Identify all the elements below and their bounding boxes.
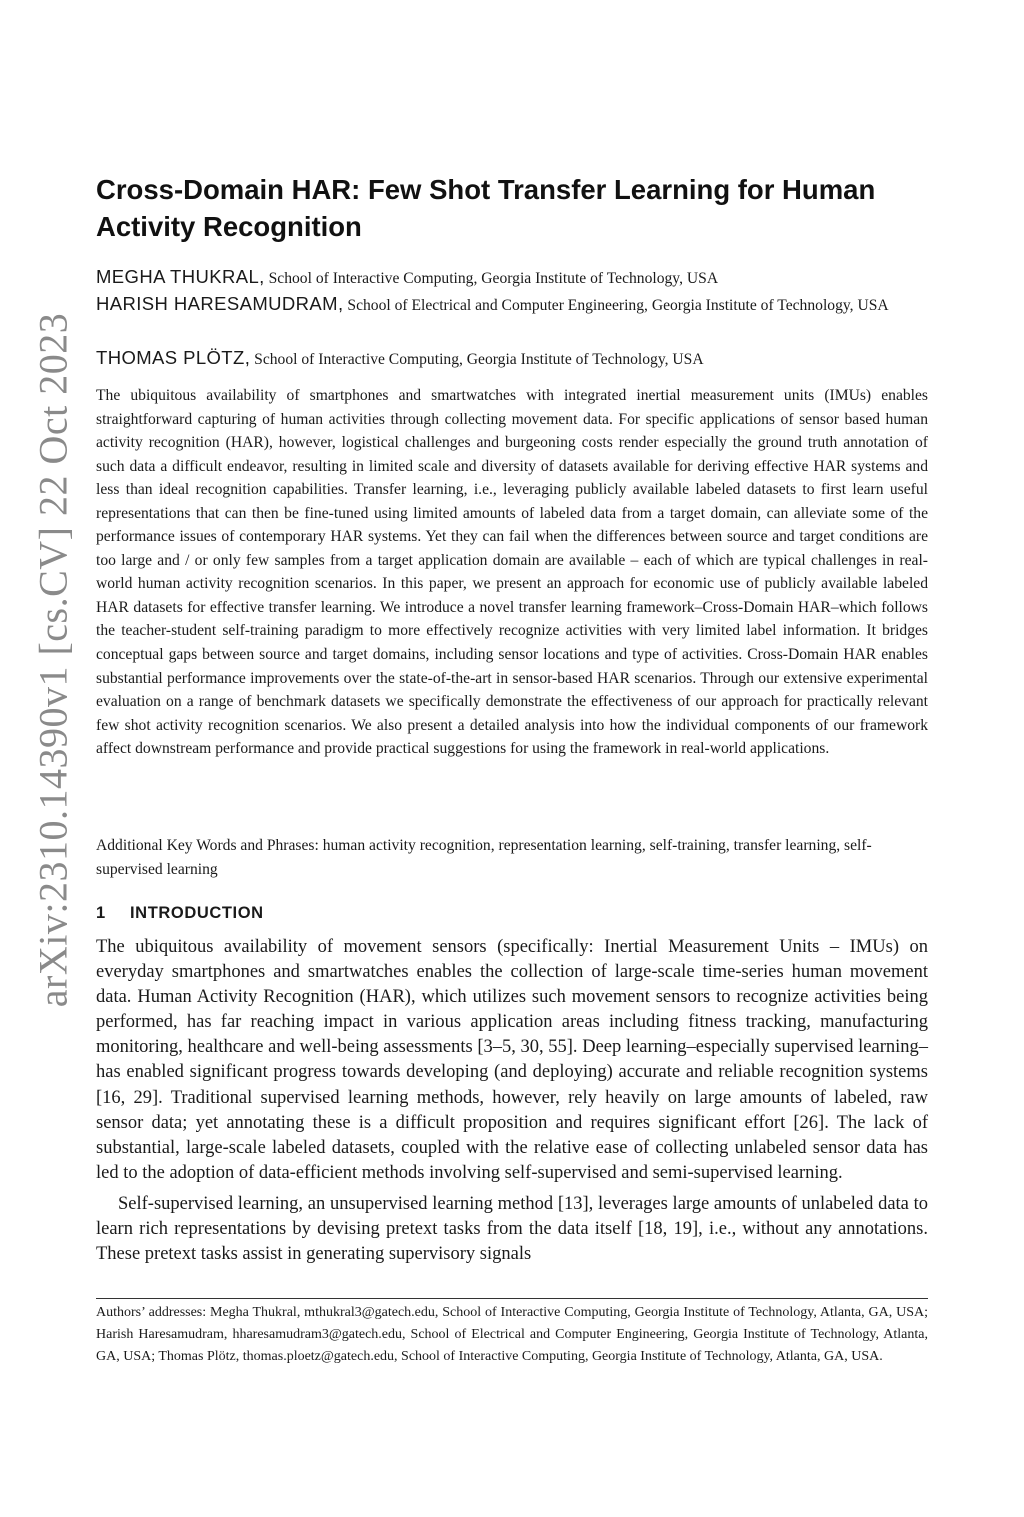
author-addresses-footnote: Authors’ addresses: Megha Thukral, mthukral3@gatech.edu, School of Interactive Computing, Georgia Institute of Technology, Atlanta, GA, USA; Harish Haresamudram, hharesamudram3@gatech.edu, School of Electrical and Computer Engineering, Georgia Institute of Technology, Atlanta, GA, USA; Thomas Plötz, thomas.ploetz@gatech.edu, School of Interactive Computing, Georgia Institute of Technology, Atlanta, GA, USA. xyxy=(96,1305,928,1365)
author-affiliation: School of Interactive Computing, Georgia Institute of Technology, USA xyxy=(264,270,719,287)
body-paragraph: Self-supervised learning, an unsupervised learning method [13], leverages large amounts of unlabeled data to learn rich representations by devising pretext tasks from the data itself [18, 19], i.e., without any annotations. These pretext tasks assist in generating supervisory signals xyxy=(96,1193,928,1265)
section-title: INTRODUCTION xyxy=(130,904,264,922)
body-text xyxy=(96,935,928,1267)
author-entry xyxy=(96,264,936,291)
author-name: HARISH HARESAMUDRAM, xyxy=(96,293,344,314)
arxiv-stamp xyxy=(10,0,96,1517)
body-paragraph: The ubiquitous availability of movement sensors (specifically: Inertial Measurement Units – IMUs) on everyday smartphones and smartwatches enables the collection of large-scale time-series human movement data. Human Activity Recognition (HAR), which utilizes such movement sensors to recognize activities being performed, has far reaching impact in various application areas including fitness tracking, manufacturing monitoring, healthcare and well-being assessments [3–5, 30, 55]. Deep learning–especially supervised learning–has enabled significant progress towards developing (and deploying) accurate and reliable recognition systems [16, 29]. Traditional supervised learning methods, however, rely heavily on large amounts of labeled, raw sensor data; yet annotating these is a difficult proposition and requires significant effort [26]. The lack of substantial, large-scale labeled datasets, coupled with the relative ease of collecting unlabeled sensor data has led to the adoption of data-efficient methods involving self-supervised and semi-supervised learning. xyxy=(96,937,928,1183)
paper-title: Cross-Domain HAR: Few Shot Transfer Learning for Human Activity Recognition xyxy=(96,174,876,242)
author-entry xyxy=(96,345,936,372)
section-number: 1 xyxy=(96,904,106,922)
author-affiliation: School of Interactive Computing, Georgia Institute of Technology, USA xyxy=(250,351,704,368)
keywords: Additional Key Words and Phrases: human activity recognition, representation learning, self-training, transfer learning, self-supervised learning xyxy=(96,837,872,878)
section-heading xyxy=(96,904,928,923)
abstract: The ubiquitous availability of smartphones and smartwatches with integrated inertial measurement units (IMUs) enables straightforward capturing of human activities through collecting movement data. For specific applications of sensor based human activity recognition (HAR), however, logistical challenges and burgeoning costs render especially the ground truth annotation of such data a difficult endeavor, resulting in limited scale and diversity of datasets available for deriving effective HAR systems and less than ideal recognition capabilities. Transfer learning, i.e., leveraging publicly available labeled datasets to first learn useful representations that can then be fine-tuned using limited amounts of labeled data from a target domain, can alleviate some of the performance issues of contemporary HAR systems. Yet they can fail when the differences between source and target conditions are too large and / or only few samples from a target application domain are available – each of which are typical challenges in real-world human activity recognition scenarios. In this paper, we present an approach for economic use of publicly available labeled HAR datasets for effective transfer learning. We introduce a novel transfer learning framework–Cross-Domain HAR–which follows the teacher-student self-training paradigm to more effectively recognize activities with very limited label information. It bridges conceptual gaps between source and target domains, including sensor locations and type of activities. Cross-Domain HAR enables substantial performance improvements over the state-of-the-art in sensor-based HAR scenarios. Through our extensive experimental evaluation on a range of benchmark datasets we specifically demonstrate the effectiveness of our approach for practically relevant few shot activity recognition scenarios. We also present a detailed analysis into how the individual components of our framework affect downstream performance and provide practical suggestions for using the framework in real-world applications. xyxy=(96,387,928,758)
author-name: MEGHA THUKRAL, xyxy=(96,266,265,287)
author-name: THOMAS PLÖTZ, xyxy=(96,347,251,368)
arxiv-identifier: arXiv:2310.14390v1 [cs.CV] 22 Oct 2023 xyxy=(30,312,76,1008)
footnote-divider xyxy=(96,1298,928,1299)
author-entry xyxy=(96,291,936,318)
author-affiliation: School of Electrical and Computer Engineering, Georgia Institute of Technology, USA xyxy=(343,297,889,314)
